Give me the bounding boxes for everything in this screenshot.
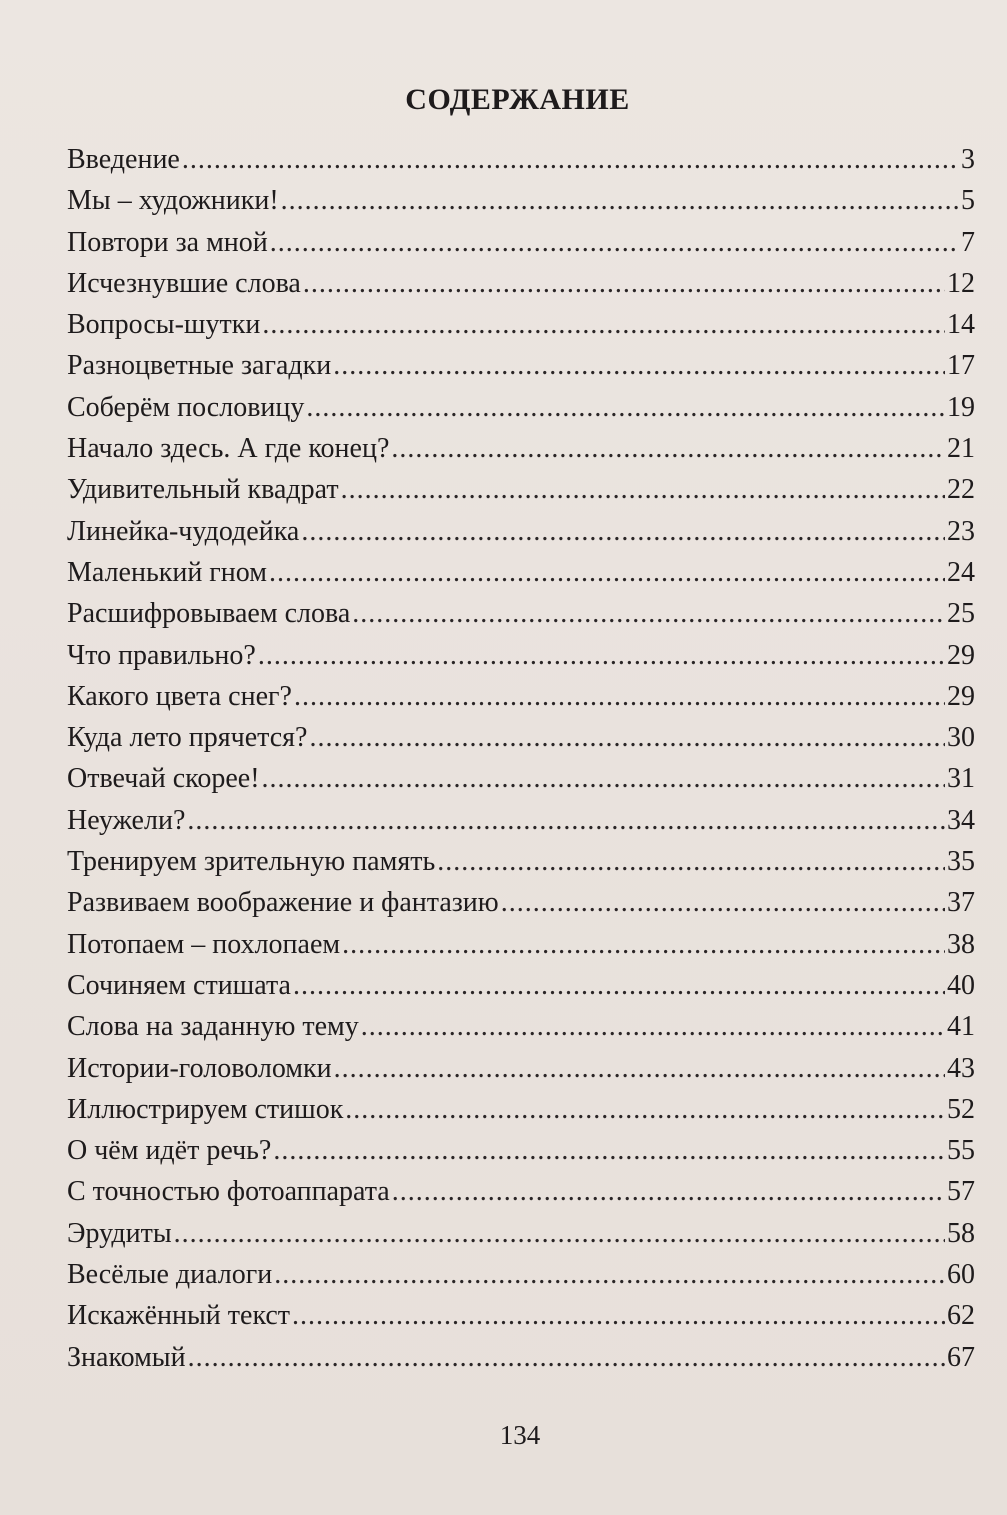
toc-entry-page: 17 [947,350,975,382]
toc-entry-title: Вопросы-шутки [67,309,261,341]
toc-entry [67,596,975,637]
toc-entry-page: 35 [947,846,975,878]
toc-entry-page: 58 [947,1217,975,1249]
toc-dot-leader [301,514,945,550]
toc-entry-title: Мы – художники! [67,185,279,217]
toc-entry [67,555,975,596]
toc-dot-leader [334,1051,945,1087]
toc-entry [67,514,975,555]
toc-entry-title: О чём идёт речь? [67,1135,272,1167]
toc-entry [67,390,975,431]
toc-entry-page: 7 [961,226,975,258]
toc-entry-title: Искажённый текст [67,1300,291,1332]
toc-dot-leader [352,596,945,632]
toc-dot-leader [392,1174,945,1210]
toc-entry-page: 62 [947,1300,975,1332]
toc-entry [67,1340,975,1381]
toc-entry-page: 19 [947,391,975,423]
toc-entry-title: Тренируем зрительную память [67,846,436,878]
toc-entry-page: 67 [947,1341,975,1373]
toc-entry [67,348,975,389]
toc-entry-title: Что правильно? [67,639,256,671]
toc-entry-title: Весёлые диалоги [67,1259,273,1291]
toc-entry-title: Повтори за мной [67,226,268,258]
toc-entry-title: Расшифровываем слова [67,598,351,630]
toc-entry [67,885,975,926]
toc-entry [67,1257,975,1298]
toc-dot-leader [258,638,945,674]
toc-entry-title: Соберём пословицу [67,391,305,423]
toc-entry [67,968,975,1009]
table-of-contents [67,142,975,1381]
toc-entry-page: 37 [947,887,975,919]
toc-entry [67,142,975,183]
toc-entry-title: Начало здесь. А где конец? [67,433,390,465]
toc-entry-title: Слова на заданную тему [67,1011,359,1043]
toc-dot-leader [270,225,959,261]
page-number: 134 [499,1420,541,1450]
toc-entry-page: 52 [947,1093,975,1125]
toc-dot-leader [269,555,945,591]
toc-entry-title: Удивительный квадрат [67,474,339,506]
toc-dot-leader [303,266,945,302]
toc-entry [67,1051,975,1092]
toc-entry-title: Неужели? [67,804,186,836]
toc-dot-leader [293,968,945,1004]
toc-entry-page: 24 [947,556,975,588]
toc-entry-title: Эрудиты [67,1217,172,1249]
toc-dot-leader [187,803,945,839]
toc-entry [67,1216,975,1257]
toc-entry-page: 12 [947,267,975,299]
toc-entry-page: 55 [947,1135,975,1167]
toc-entry-page: 3 [961,144,975,175]
toc-entry [67,720,975,761]
toc-entry-page: 40 [947,969,975,1001]
toc-entry-page: 5 [961,185,975,217]
toc-dot-leader [182,142,959,178]
toc-entry-title: Развиваем воображение и фантазию [67,887,499,919]
toc-entry [67,472,975,513]
toc-entry [67,638,975,679]
toc-entry-page: 60 [947,1259,975,1291]
toc-dot-leader [294,679,945,715]
toc-entry [67,1009,975,1050]
toc-dot-leader [274,1257,945,1293]
toc-entry-page: 29 [947,639,975,671]
toc-entry [67,431,975,472]
toc-entry [67,1092,975,1133]
toc-dot-leader [342,927,945,963]
toc-dot-leader [273,1133,945,1169]
toc-entry [67,679,975,720]
toc-entry-page: 34 [947,804,975,836]
toc-entry-page: 29 [947,680,975,712]
toc-entry-page: 38 [947,928,975,960]
toc-dot-leader [345,1092,945,1128]
toc-entry-title: Линейка-чудодейка [67,515,300,547]
toc-dot-leader [309,720,945,756]
toc-entry-page: 14 [947,309,975,341]
toc-entry-page: 43 [947,1052,975,1084]
toc-entry-page: 57 [947,1176,975,1208]
toc-entry-title: Сочиняем стишата [67,969,291,1001]
toc-entry-title: Исчезнувшие слова [67,267,301,299]
toc-entry [67,803,975,844]
toc-entry [67,844,975,885]
toc-entry-page: 31 [947,763,975,795]
toc-dot-leader [188,1340,945,1376]
toc-entry-title: Введение [67,144,180,175]
toc-entry-title: Иллюстрируем стишок [67,1093,344,1125]
toc-dot-leader [361,1009,945,1045]
toc-entry-title: Маленький гном [67,556,267,588]
toc-entry [67,1298,975,1339]
toc-entry [67,1174,975,1215]
toc-entry-title: С точностью фотоаппарата [67,1176,390,1208]
toc-entry-title: Куда лето прячется? [67,722,308,754]
toc-dot-leader [306,390,945,426]
toc-entry-title: Какого цвета снег? [67,680,292,712]
toc-entry-title: Отвечай скорее! [67,763,260,795]
page-title: СОДЕРЖАНИЕ [405,83,630,116]
toc-entry [67,266,975,307]
toc-entry-title: Разноцветные загадки [67,350,332,382]
toc-entry [67,307,975,348]
toc-entry-title: Потопаем – похлопаем [67,928,341,960]
toc-dot-leader [262,761,945,797]
toc-dot-leader [501,885,945,921]
toc-entry [67,225,975,266]
toc-dot-leader [281,183,959,219]
toc-entry-page: 25 [947,598,975,630]
toc-entry-title: Знакомый [67,1341,186,1373]
toc-dot-leader [292,1298,945,1334]
toc-dot-leader [341,472,945,508]
toc-entry [67,927,975,968]
toc-entry [67,761,975,802]
toc-dot-leader [437,844,945,880]
toc-entry-title: Истории-головоломки [67,1052,332,1084]
toc-entry-page: 21 [947,433,975,465]
toc-entry [67,183,975,224]
toc-entry-page: 23 [947,515,975,547]
toc-entry-page: 22 [947,474,975,506]
toc-entry-page: 30 [947,722,975,754]
toc-dot-leader [262,307,945,343]
toc-dot-leader [391,431,945,467]
toc-entry [67,1133,975,1174]
toc-entry-page: 41 [947,1011,975,1043]
toc-dot-leader [333,348,945,384]
toc-dot-leader [174,1216,945,1252]
